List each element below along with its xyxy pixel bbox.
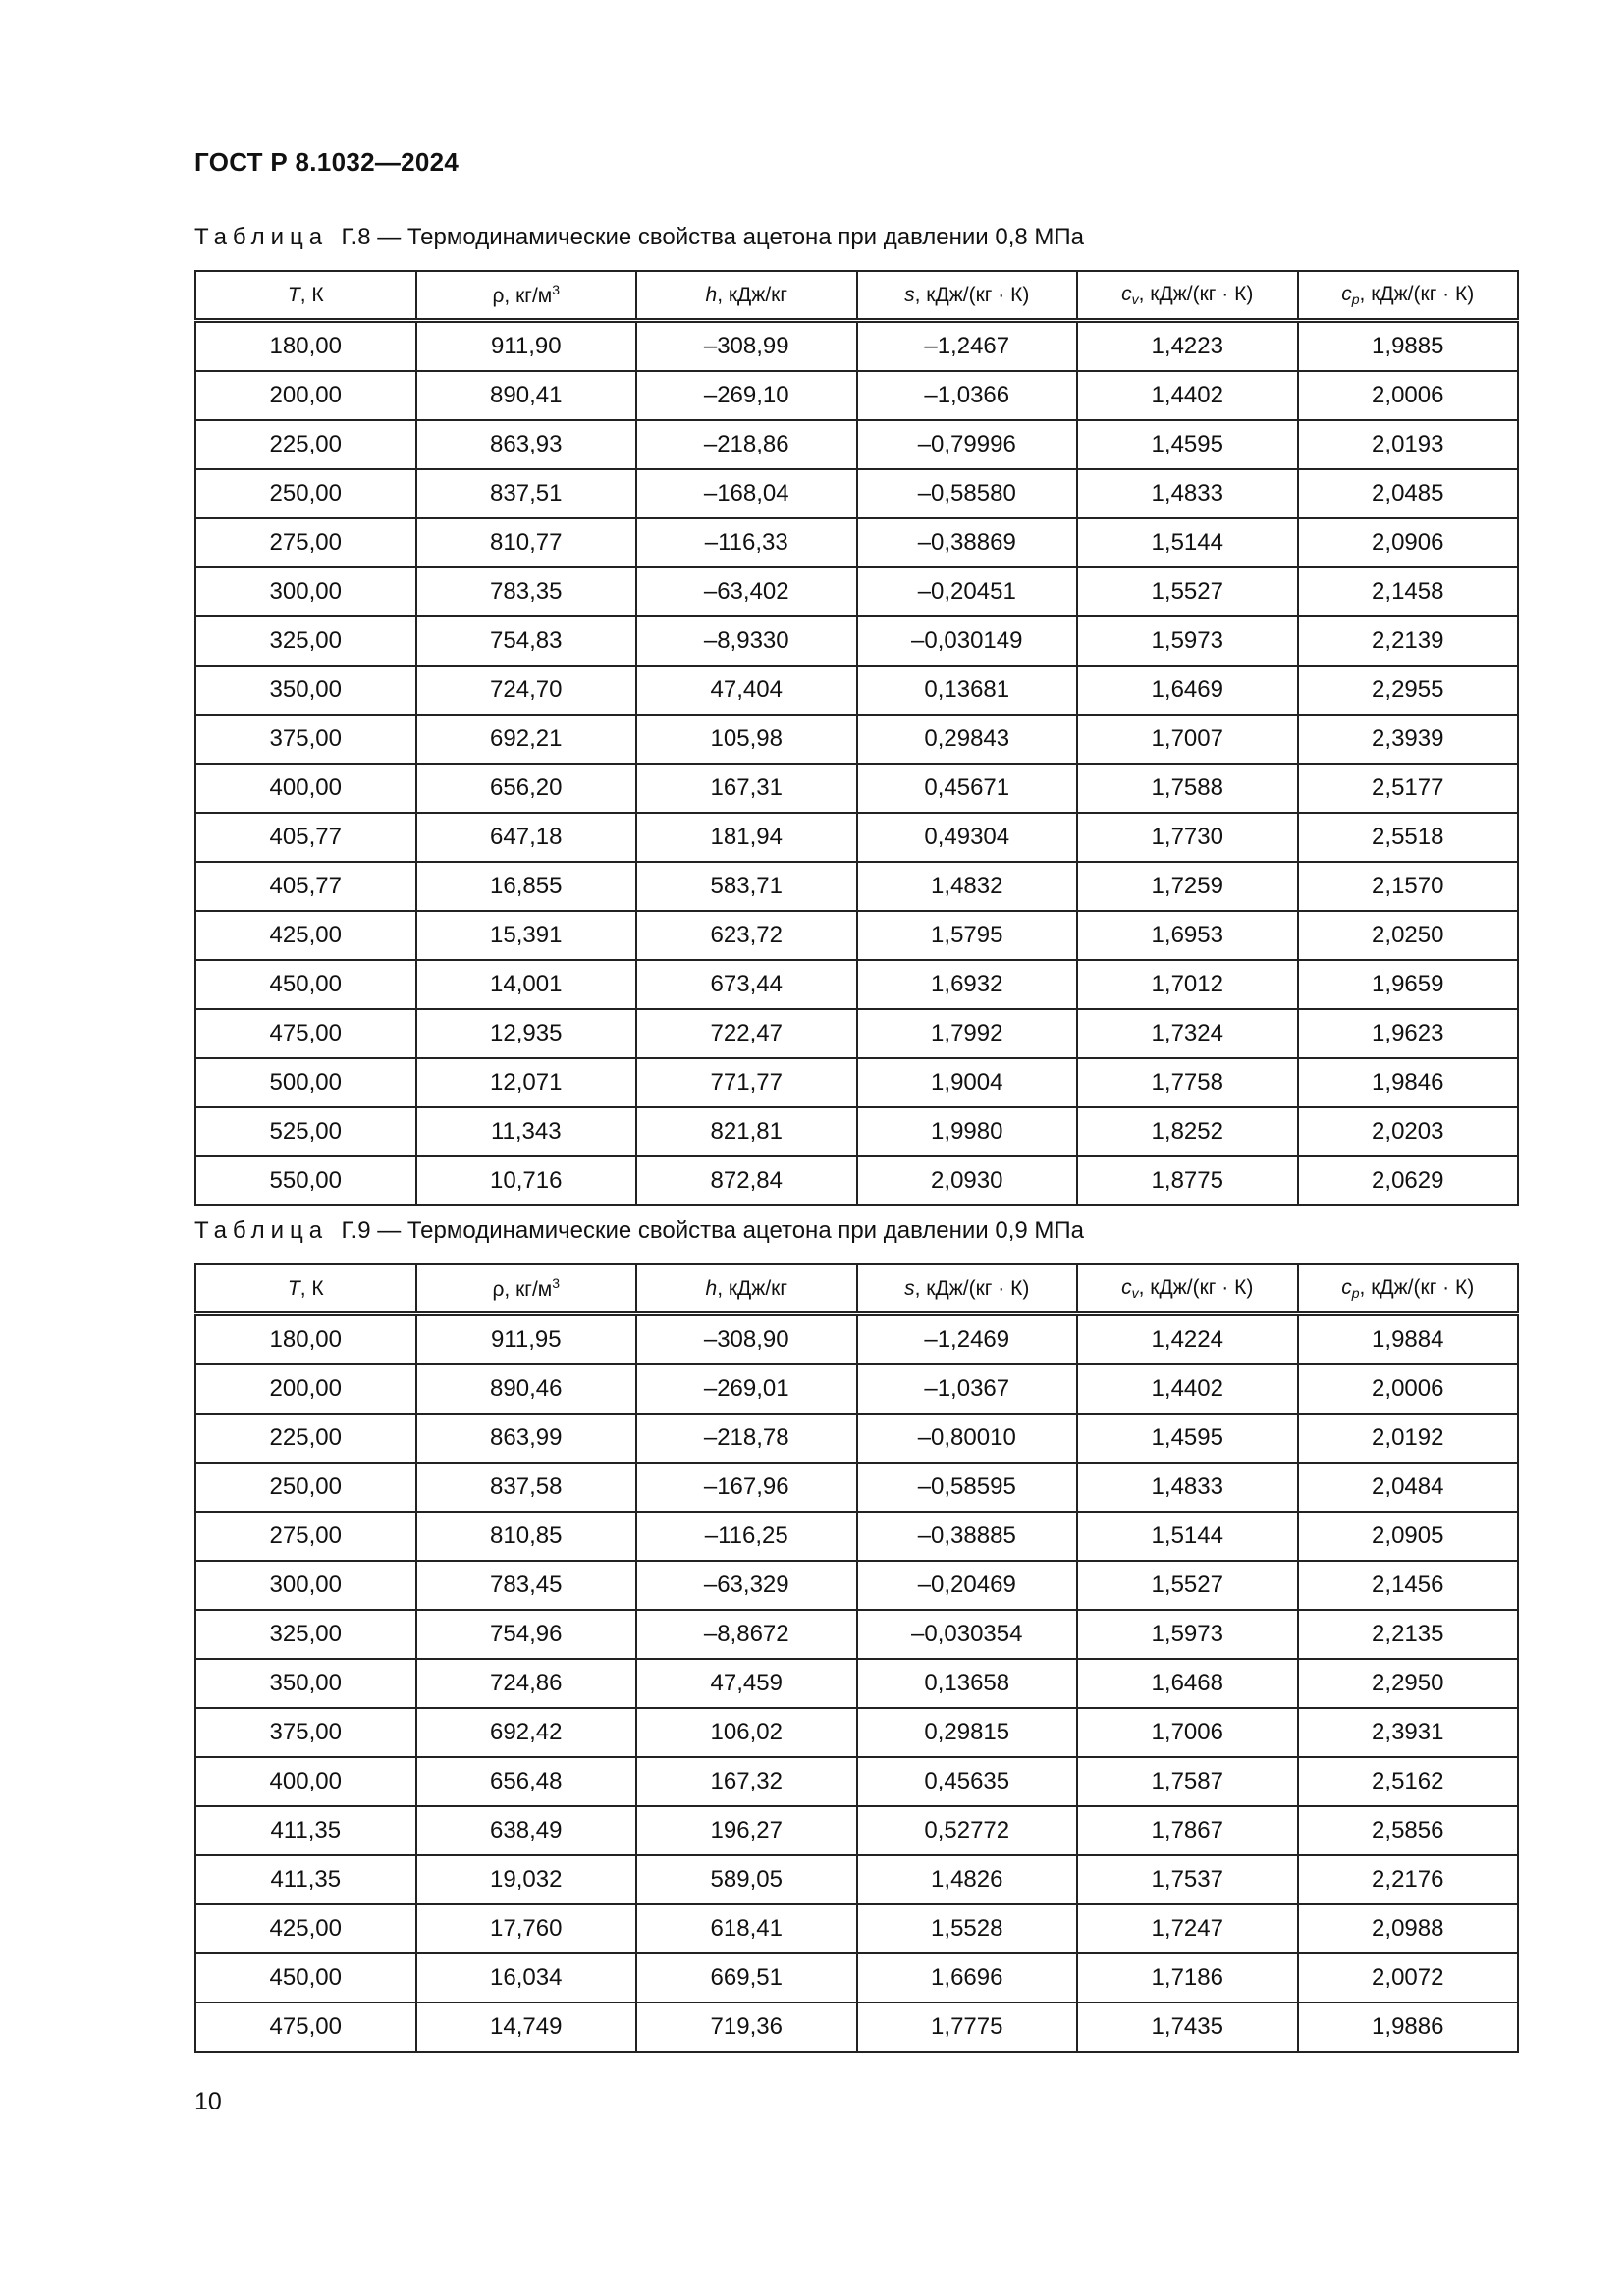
col-header-enthalpy: h, кДж/кг: [636, 1264, 857, 1314]
cell-cv: 1,7247: [1077, 1904, 1298, 1953]
cell-entropy: –0,030149: [857, 616, 1078, 666]
cell-entropy: 0,13658: [857, 1659, 1078, 1708]
cell-density: 911,90: [416, 321, 637, 372]
cell-enthalpy: 106,02: [636, 1708, 857, 1757]
cell-enthalpy: 167,32: [636, 1757, 857, 1806]
cell-enthalpy: 821,81: [636, 1107, 857, 1156]
cell-temperature: 375,00: [195, 715, 416, 764]
col-header-cv: $c_v$, кДж/(кг · К): [1077, 271, 1298, 321]
cell-entropy: –0,20469: [857, 1561, 1078, 1610]
cell-density: 14,749: [416, 2002, 637, 2052]
cell-enthalpy: 673,44: [636, 960, 857, 1009]
table-row: [195, 1058, 1518, 1107]
table-row: [195, 1757, 1518, 1806]
cell-entropy: 1,7992: [857, 1009, 1078, 1058]
table-row: [195, 1855, 1518, 1904]
cell-enthalpy: –167,96: [636, 1463, 857, 1512]
cell-temperature: 500,00: [195, 1058, 416, 1107]
cell-cv: 1,5527: [1077, 567, 1298, 616]
cell-entropy: –1,0366: [857, 371, 1078, 420]
cell-temperature: 225,00: [195, 420, 416, 469]
cell-enthalpy: 719,36: [636, 2002, 857, 2052]
cell-entropy: 0,45671: [857, 764, 1078, 813]
cell-cp: 2,0906: [1298, 518, 1519, 567]
cell-temperature: 425,00: [195, 911, 416, 960]
cell-enthalpy: –168,04: [636, 469, 857, 518]
cell-entropy: –0,030354: [857, 1610, 1078, 1659]
table-row: [195, 764, 1518, 813]
cell-cp: 2,5162: [1298, 1757, 1519, 1806]
cell-cv: 1,4833: [1077, 469, 1298, 518]
table-row: [195, 2002, 1518, 2052]
cell-temperature: 180,00: [195, 321, 416, 372]
cell-cp: 2,2139: [1298, 616, 1519, 666]
cell-density: 638,49: [416, 1806, 637, 1855]
cell-cv: 1,7324: [1077, 1009, 1298, 1058]
cell-cp: 2,0485: [1298, 469, 1519, 518]
cell-cv: 1,8775: [1077, 1156, 1298, 1205]
cell-cv: 1,4223: [1077, 321, 1298, 372]
col-header-entropy: s, кДж/(кг · К): [857, 271, 1078, 321]
table1: [194, 270, 1519, 1206]
caption-text: Г.8 — Термодинамические свойства ацетона при давлении 0,8 МПа: [341, 224, 1085, 250]
cell-cv: 1,5527: [1077, 1561, 1298, 1610]
cell-density: 10,716: [416, 1156, 637, 1205]
cell-temperature: 275,00: [195, 1512, 416, 1561]
cell-density: 15,391: [416, 911, 637, 960]
cell-cp: 2,1456: [1298, 1561, 1519, 1610]
cell-temperature: 525,00: [195, 1107, 416, 1156]
cell-cp: 2,0203: [1298, 1107, 1519, 1156]
cell-enthalpy: 618,41: [636, 1904, 857, 1953]
cell-density: 890,41: [416, 371, 637, 420]
table-row: [195, 1953, 1518, 2002]
cell-enthalpy: –218,78: [636, 1414, 857, 1463]
cell-temperature: 475,00: [195, 1009, 416, 1058]
cell-enthalpy: –116,25: [636, 1512, 857, 1561]
table-row: [195, 1904, 1518, 1953]
cell-entropy: 1,4826: [857, 1855, 1078, 1904]
cell-cv: 1,7588: [1077, 764, 1298, 813]
cell-enthalpy: –308,99: [636, 321, 857, 372]
cell-cp: 2,1570: [1298, 862, 1519, 911]
cell-entropy: 0,29815: [857, 1708, 1078, 1757]
document-header: ГОСТ Р 8.1032—2024: [194, 147, 460, 177]
cell-density: 12,935: [416, 1009, 637, 1058]
cell-entropy: 0,13681: [857, 666, 1078, 715]
cell-temperature: 325,00: [195, 1610, 416, 1659]
cell-density: 17,760: [416, 1904, 637, 1953]
cell-cv: 1,7587: [1077, 1757, 1298, 1806]
cell-cv: 1,4402: [1077, 1364, 1298, 1414]
col-header-temperature: T, К: [195, 1264, 416, 1314]
cell-density: 783,35: [416, 567, 637, 616]
cell-entropy: 1,9980: [857, 1107, 1078, 1156]
cell-enthalpy: –218,86: [636, 420, 857, 469]
cell-cv: 1,7012: [1077, 960, 1298, 1009]
cell-cv: 1,6953: [1077, 911, 1298, 960]
cell-temperature: 300,00: [195, 1561, 416, 1610]
cell-density: 11,343: [416, 1107, 637, 1156]
caption-label: Таблица: [194, 224, 329, 250]
cell-cp: 2,0193: [1298, 420, 1519, 469]
cell-density: 16,855: [416, 862, 637, 911]
cell-entropy: 1,7775: [857, 2002, 1078, 2052]
cell-cv: 1,8252: [1077, 1107, 1298, 1156]
cell-cp: 2,5177: [1298, 764, 1519, 813]
table-row: [195, 1561, 1518, 1610]
cell-cp: 2,3931: [1298, 1708, 1519, 1757]
cell-entropy: 0,52772: [857, 1806, 1078, 1855]
cell-density: 783,45: [416, 1561, 637, 1610]
cell-entropy: 1,9004: [857, 1058, 1078, 1107]
cell-temperature: 411,35: [195, 1806, 416, 1855]
table-row: [195, 1463, 1518, 1512]
cell-entropy: 0,45635: [857, 1757, 1078, 1806]
cell-density: 810,77: [416, 518, 637, 567]
cell-entropy: –0,20451: [857, 567, 1078, 616]
cell-enthalpy: –269,10: [636, 371, 857, 420]
cell-entropy: –1,0367: [857, 1364, 1078, 1414]
cell-cp: 2,0484: [1298, 1463, 1519, 1512]
cell-cv: 1,5973: [1077, 1610, 1298, 1659]
cell-density: 656,48: [416, 1757, 637, 1806]
cell-entropy: 1,6932: [857, 960, 1078, 1009]
cell-density: 754,83: [416, 616, 637, 666]
table1-body: [195, 321, 1518, 1206]
cell-entropy: –0,79996: [857, 420, 1078, 469]
cell-enthalpy: 583,71: [636, 862, 857, 911]
table-row: [195, 1364, 1518, 1414]
table-row: [195, 321, 1518, 372]
cell-density: 911,95: [416, 1314, 637, 1365]
cell-cp: 1,9623: [1298, 1009, 1519, 1058]
cell-entropy: 2,0930: [857, 1156, 1078, 1205]
cell-density: 837,58: [416, 1463, 637, 1512]
table-row: [195, 567, 1518, 616]
table-row: [195, 862, 1518, 911]
cell-temperature: 325,00: [195, 616, 416, 666]
cell-enthalpy: 167,31: [636, 764, 857, 813]
col-header-enthalpy: h, кДж/кг: [636, 271, 857, 321]
cell-cv: 1,4224: [1077, 1314, 1298, 1365]
cell-temperature: 350,00: [195, 666, 416, 715]
cell-cv: 1,7730: [1077, 813, 1298, 862]
cell-density: 890,46: [416, 1364, 637, 1414]
cell-entropy: 1,5795: [857, 911, 1078, 960]
cell-temperature: 375,00: [195, 1708, 416, 1757]
cell-cv: 1,4595: [1077, 1414, 1298, 1463]
cell-enthalpy: –308,90: [636, 1314, 857, 1365]
cell-enthalpy: 105,98: [636, 715, 857, 764]
cell-entropy: 1,5528: [857, 1904, 1078, 1953]
cell-temperature: 405,77: [195, 862, 416, 911]
cell-cp: 2,3939: [1298, 715, 1519, 764]
cell-density: 810,85: [416, 1512, 637, 1561]
col-header-density: ρ, $кг/м^3$: [416, 1264, 637, 1314]
cell-entropy: 0,29843: [857, 715, 1078, 764]
table-row: [195, 715, 1518, 764]
cell-temperature: 411,35: [195, 1855, 416, 1904]
cell-enthalpy: 623,72: [636, 911, 857, 960]
col-header-cv: $c_v$, кДж/(кг · К): [1077, 1264, 1298, 1314]
cell-temperature: 180,00: [195, 1314, 416, 1365]
cell-cv: 1,5144: [1077, 1512, 1298, 1561]
cell-temperature: 250,00: [195, 1463, 416, 1512]
table-row: [195, 911, 1518, 960]
cell-cp: 2,2135: [1298, 1610, 1519, 1659]
cell-temperature: 550,00: [195, 1156, 416, 1205]
cell-cv: 1,7259: [1077, 862, 1298, 911]
cell-cp: 2,0250: [1298, 911, 1519, 960]
table-row: [195, 518, 1518, 567]
cell-density: 692,42: [416, 1708, 637, 1757]
cell-cv: 1,5973: [1077, 616, 1298, 666]
cell-temperature: 425,00: [195, 1904, 416, 1953]
table-row: [195, 1314, 1518, 1365]
cell-cv: 1,7435: [1077, 2002, 1298, 2052]
table-row: [195, 1806, 1518, 1855]
cell-density: 19,032: [416, 1855, 637, 1904]
cell-temperature: 225,00: [195, 1414, 416, 1463]
table-row: [195, 469, 1518, 518]
cell-density: 656,20: [416, 764, 637, 813]
cell-cp: 1,9886: [1298, 2002, 1519, 2052]
cell-temperature: 275,00: [195, 518, 416, 567]
table-header-row: [195, 1264, 1518, 1314]
col-header-density: ρ, $кг/м^3$: [416, 271, 637, 321]
cell-temperature: 200,00: [195, 371, 416, 420]
cell-enthalpy: –63,329: [636, 1561, 857, 1610]
table-row: [195, 1009, 1518, 1058]
table-row: [195, 371, 1518, 420]
cell-cv: 1,7867: [1077, 1806, 1298, 1855]
cell-enthalpy: 196,27: [636, 1806, 857, 1855]
table-header-row: [195, 271, 1518, 321]
cell-cp: 1,9885: [1298, 321, 1519, 372]
cell-density: 724,86: [416, 1659, 637, 1708]
cell-temperature: 405,77: [195, 813, 416, 862]
page-number: 10: [194, 2088, 222, 2115]
cell-density: 692,21: [416, 715, 637, 764]
cell-temperature: 250,00: [195, 469, 416, 518]
cell-cv: 1,6469: [1077, 666, 1298, 715]
col-header-entropy: s, кДж/(кг · К): [857, 1264, 1078, 1314]
table-row: [195, 616, 1518, 666]
table-row: [195, 813, 1518, 862]
cell-enthalpy: 589,05: [636, 1855, 857, 1904]
cell-cv: 1,4833: [1077, 1463, 1298, 1512]
cell-entropy: –0,58580: [857, 469, 1078, 518]
cell-density: 14,001: [416, 960, 637, 1009]
table2-caption: [194, 1217, 1084, 1245]
col-header-cp: $c_p$, кДж/(кг · К): [1298, 271, 1519, 321]
caption-text: Г.9 — Термодинамические свойства ацетона при давлении 0,9 МПа: [341, 1217, 1085, 1244]
cell-entropy: –0,58595: [857, 1463, 1078, 1512]
cell-temperature: 400,00: [195, 1757, 416, 1806]
cell-temperature: 450,00: [195, 960, 416, 1009]
cell-entropy: 1,6696: [857, 1953, 1078, 2002]
table-row: [195, 1512, 1518, 1561]
table-row: [195, 1156, 1518, 1205]
cell-cp: 2,0006: [1298, 1364, 1519, 1414]
table2-body: [195, 1314, 1518, 2053]
cell-temperature: 300,00: [195, 567, 416, 616]
cell-temperature: 200,00: [195, 1364, 416, 1414]
cell-cp: 2,5518: [1298, 813, 1519, 862]
cell-cv: 1,7186: [1077, 1953, 1298, 2002]
cell-enthalpy: –63,402: [636, 567, 857, 616]
cell-entropy: –1,2469: [857, 1314, 1078, 1365]
cell-cp: 1,9846: [1298, 1058, 1519, 1107]
cell-entropy: –0,38869: [857, 518, 1078, 567]
cell-cp: 2,0629: [1298, 1156, 1519, 1205]
cell-cp: 2,2950: [1298, 1659, 1519, 1708]
col-header-temperature: T, К: [195, 271, 416, 321]
cell-temperature: 400,00: [195, 764, 416, 813]
cell-cp: 2,0192: [1298, 1414, 1519, 1463]
table-row: [195, 1708, 1518, 1757]
table2: [194, 1263, 1519, 2053]
cell-cp: 1,9884: [1298, 1314, 1519, 1365]
cell-density: 863,93: [416, 420, 637, 469]
cell-enthalpy: 771,77: [636, 1058, 857, 1107]
cell-cv: 1,7006: [1077, 1708, 1298, 1757]
cell-entropy: –1,2467: [857, 321, 1078, 372]
cell-cv: 1,5144: [1077, 518, 1298, 567]
table-row: [195, 1659, 1518, 1708]
cell-cv: 1,4402: [1077, 371, 1298, 420]
cell-density: 863,99: [416, 1414, 637, 1463]
cell-density: 647,18: [416, 813, 637, 862]
cell-entropy: –0,80010: [857, 1414, 1078, 1463]
cell-entropy: –0,38885: [857, 1512, 1078, 1561]
table-row: [195, 666, 1518, 715]
table1-caption: [194, 224, 1084, 251]
cell-cp: 2,0072: [1298, 1953, 1519, 2002]
col-header-cp: $c_p$, кДж/(кг · К): [1298, 1264, 1519, 1314]
cell-enthalpy: 47,459: [636, 1659, 857, 1708]
cell-cp: 2,0006: [1298, 371, 1519, 420]
cell-density: 12,071: [416, 1058, 637, 1107]
cell-cp: 1,9659: [1298, 960, 1519, 1009]
cell-cp: 2,0905: [1298, 1512, 1519, 1561]
cell-cv: 1,4595: [1077, 420, 1298, 469]
cell-cp: 2,2176: [1298, 1855, 1519, 1904]
cell-entropy: 0,49304: [857, 813, 1078, 862]
cell-temperature: 450,00: [195, 1953, 416, 2002]
caption-label: Таблица: [194, 1217, 329, 1244]
cell-cp: 2,1458: [1298, 567, 1519, 616]
cell-enthalpy: –116,33: [636, 518, 857, 567]
cell-temperature: 475,00: [195, 2002, 416, 2052]
cell-entropy: 1,4832: [857, 862, 1078, 911]
cell-cp: 2,5856: [1298, 1806, 1519, 1855]
table-row: [195, 1610, 1518, 1659]
cell-enthalpy: –269,01: [636, 1364, 857, 1414]
cell-enthalpy: 669,51: [636, 1953, 857, 2002]
cell-density: 724,70: [416, 666, 637, 715]
table-row: [195, 1414, 1518, 1463]
cell-cp: 2,0988: [1298, 1904, 1519, 1953]
cell-cv: 1,7007: [1077, 715, 1298, 764]
cell-temperature: 350,00: [195, 1659, 416, 1708]
cell-cv: 1,6468: [1077, 1659, 1298, 1708]
cell-cp: 2,2955: [1298, 666, 1519, 715]
cell-density: 754,96: [416, 1610, 637, 1659]
cell-enthalpy: 872,84: [636, 1156, 857, 1205]
cell-enthalpy: –8,9330: [636, 616, 857, 666]
cell-cv: 1,7537: [1077, 1855, 1298, 1904]
table-row: [195, 960, 1518, 1009]
cell-enthalpy: 722,47: [636, 1009, 857, 1058]
table-row: [195, 1107, 1518, 1156]
cell-enthalpy: 47,404: [636, 666, 857, 715]
cell-enthalpy: –8,8672: [636, 1610, 857, 1659]
cell-density: 837,51: [416, 469, 637, 518]
cell-cv: 1,7758: [1077, 1058, 1298, 1107]
table-row: [195, 420, 1518, 469]
cell-enthalpy: 181,94: [636, 813, 857, 862]
cell-density: 16,034: [416, 1953, 637, 2002]
